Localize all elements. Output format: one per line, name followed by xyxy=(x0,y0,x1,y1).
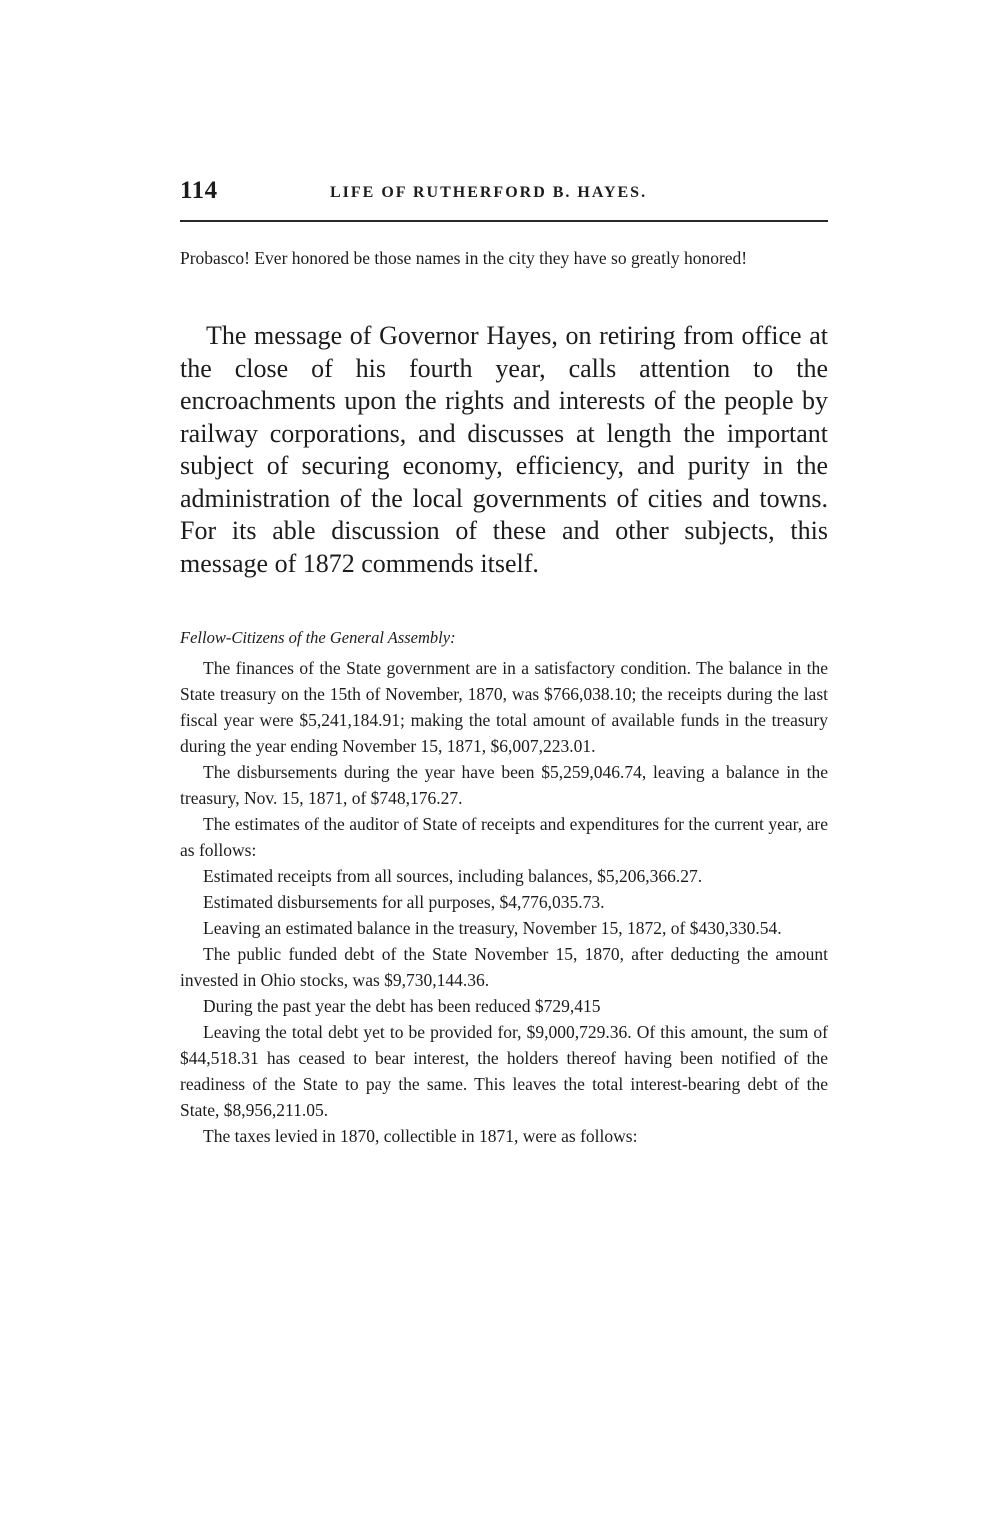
running-title: LIFE OF RUTHERFORD B. HAYES. xyxy=(330,184,648,201)
salutation: Fellow-Citizens of the General Assembly: xyxy=(180,628,456,647)
message-paragraph: Estimated receipts from all sources, including balances, $5,206,366.27. xyxy=(203,866,703,886)
message-body xyxy=(180,655,828,1149)
message-paragraph: Leaving the total debt yet to be provided for, $9,000,729.36. Of this amount, the sum of $44,518.31 has ceased to bear interest, the holders thereof having been notified of the readiness of the State to pay the same. This leaves the total interest-bearing debt of the State, $8,956,211.05. xyxy=(180,1022,828,1120)
page-number: 114 xyxy=(180,177,218,204)
message-paragraph: During the past year the debt has been reduced $729,415 xyxy=(203,996,601,1016)
intro-paragraph: The message of Governor Hayes, on retiring from office at the close of his fourth year, calls attention to the encroachments upon the rights and interests of the people by railway corporations, and discusses at length the important subject of securing economy, efficiency, and purity in the administration of the local governments of cities and towns. For its able discussion of these and other subjects, this message of 1872 commends itself. xyxy=(180,321,828,578)
message-paragraph: The estimates of the auditor of State of receipts and expenditures for the current year, are as follows: xyxy=(180,814,828,860)
message-paragraph: Estimated disbursements for all purposes, $4,776,035.73. xyxy=(203,892,605,912)
message-paragraph: The taxes levied in 1870, collectible in 1871, were as follows: xyxy=(203,1126,638,1146)
message-paragraph: The finances of the State government are in a satisfactory condition. The balance in the State treasury on the 15th of November, 1870, was $766,038.10; the receipts during the last fiscal year were $5,241,184.91; making the total amount of available funds in the treasury during the year ending November 15, 1871, $6,007,223.01. xyxy=(180,658,828,756)
message-paragraph: Leaving an estimated balance in the treasury, November 15, 1872, of $430,330.54. xyxy=(203,918,782,938)
header-rule xyxy=(180,220,828,222)
message-paragraph: The disbursements during the year have been $5,259,046.74, leaving a balance in the treasury, Nov. 15, 1871, of $748,176.27. xyxy=(180,762,828,808)
page-header xyxy=(180,177,828,217)
message-paragraph: The public funded debt of the State November 15, 1870, after deducting the amount invested in Ohio stocks, was $9,730,144.36. xyxy=(180,944,828,990)
opening-paragraph: Probasco! Ever honored be those names in the city they have so greatly honored! xyxy=(180,248,748,268)
